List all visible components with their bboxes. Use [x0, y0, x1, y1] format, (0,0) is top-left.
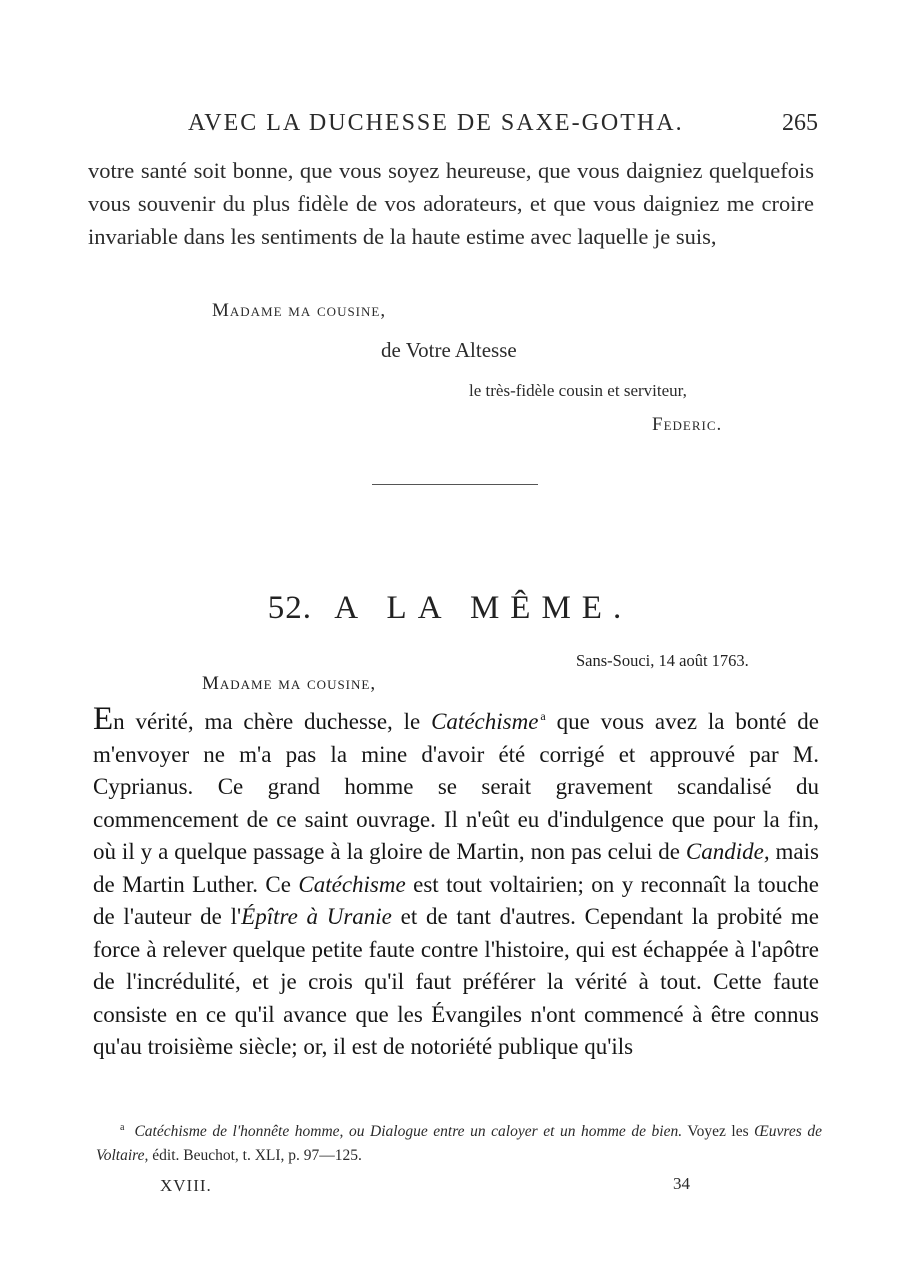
running-head-title: AVEC LA DUCHESSE DE SAXE-GOTHA.	[188, 110, 684, 136]
section-divider	[372, 484, 538, 485]
italic-title: Épître à Uranie	[241, 904, 392, 929]
body-text: mais de Martin Luther. Ce	[93, 839, 819, 897]
letter-salutation: Madame ma cousine,	[202, 673, 377, 694]
letter-heading	[0, 590, 900, 627]
letter-number: 52.	[267, 590, 313, 626]
footnote-text: édit. Beuchot, t. XLI, p. 97—125.	[148, 1147, 362, 1164]
italic-title: Catéchisme	[431, 709, 539, 734]
footnote-mark: a	[120, 1121, 125, 1133]
italic-title: Catéchisme	[298, 871, 406, 897]
closing-line-1: de Votre Altesse	[381, 338, 517, 362]
body-text: est tout voltairien; on y reconnaît la touche de l'auteur de l'	[93, 871, 819, 929]
footnote-text: Voyez les	[682, 1123, 755, 1140]
body-text: que vous avez la bonté de m'envoyer ne m'a pas la mine d'avoir été corrigé et approuvé par M. Cyprianus. Ce grand homme se serait gravement scandalisé du commencement de ce saint ouvrage. Il n'eût eu d'indulgence que pour la fin, où il y a quelque passage à la gloire de Martin, non pas celui de	[93, 709, 819, 864]
letter-title: A LA MÊME.	[334, 590, 633, 626]
footnote	[96, 1120, 822, 1168]
continuation-paragraph: votre santé soit bonne, que vous soyez heureuse, que vous daigniez quelquefois vous souvenir du plus fidèle de vos adorateurs, et que vous daigniez me croire invariable dans les sentiments de la haute estime avec laquelle je suis,	[88, 158, 814, 249]
body-text: n vérité, ma chère duchesse, le	[113, 709, 432, 734]
dateline: Sans-Souci, 14 août 1763.	[576, 651, 749, 670]
page-number: 265	[782, 110, 818, 136]
signature: Federic.	[652, 414, 723, 435]
volume-signature-mark: XVIII.	[160, 1176, 212, 1195]
italic-title: Candide,	[685, 839, 770, 864]
closing-salutation: Madame ma cousine,	[212, 300, 387, 321]
sheet-number: 34	[673, 1174, 690, 1193]
closing-line-2: le très-fidèle cousin et serviteur,	[469, 381, 687, 400]
footnote-italic: Œuvres de Voltaire,	[96, 1123, 822, 1164]
letter-body	[93, 701, 820, 1064]
footnote-reference: a	[540, 709, 546, 724]
body-text: et de tant d'autres. Cependant la probité me force à relever quelque petite faute contre l'histoire, qui est échappée à l'apôtre de l'incrédulité, et je crois qu'il faut préférer la vérité à tout. Cette faute consiste en ce qu'il avance que les Évangiles n'ont commencé à être connus qu'au troisième siècle; or, il est de notoriété publique qu'ils	[93, 904, 820, 1059]
drop-cap: E	[93, 701, 114, 737]
footnote-italic: Catéchisme de l'honnête homme, ou Dialogue entre un caloyer et un homme de bien.	[134, 1123, 683, 1140]
